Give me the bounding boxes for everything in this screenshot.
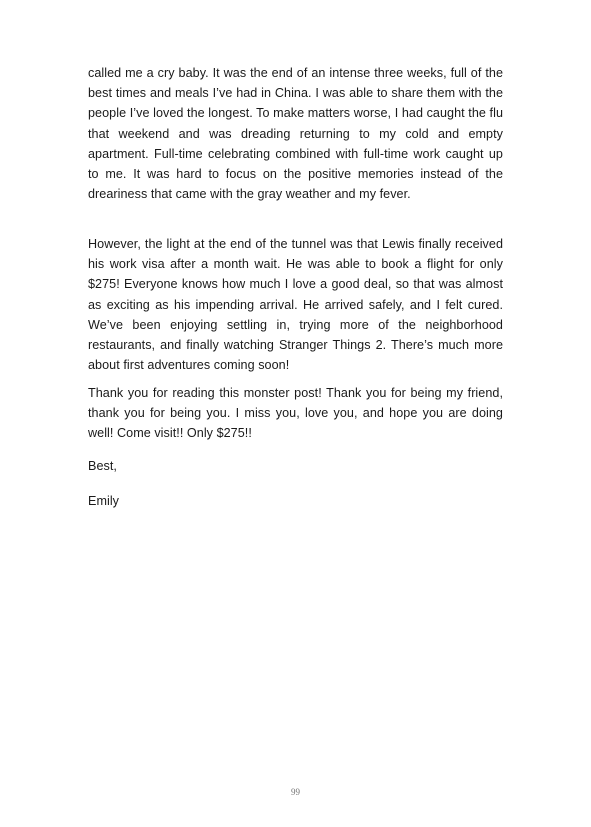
body-paragraph-3: Thank you for reading this monster post! Thank you for being my friend, thank you for being you. I miss you, love you, and hope you are doing well! Come visit!! Only $275!! <box>88 386 503 441</box>
closing-line: Best, <box>88 459 117 473</box>
signature-name: Emily <box>88 494 120 508</box>
body-paragraph-1: called me a cry baby. It was the end of an intense three weeks, full of the best times and meals I’ve had in China. I was able to share them with the people I’ve loved the longest. To make matters worse, I had caught the flu that weekend and was dreading returning to my cold and empty apartment. Full-time celebrating combined with full-time work caught up to me. It was hard to focus on the positive memories instead of the dreariness that came with the gray weather and my fever. <box>88 66 503 202</box>
body-paragraph-2: However, the light at the end of the tunnel was that Lewis finally received his work visa after a month wait. He was able to book a flight for only $275! Everyone knows how much I love a good deal, so that was almost as exciting as his impending arrival. He arrived safely, and I felt cured. We’ve been enjoying settling in, trying more of the neighborhood restaurants, and finally watching Stranger Things 2. There’s much more about first adventures coming soon! <box>88 237 503 373</box>
page-number: 99 <box>291 787 300 797</box>
